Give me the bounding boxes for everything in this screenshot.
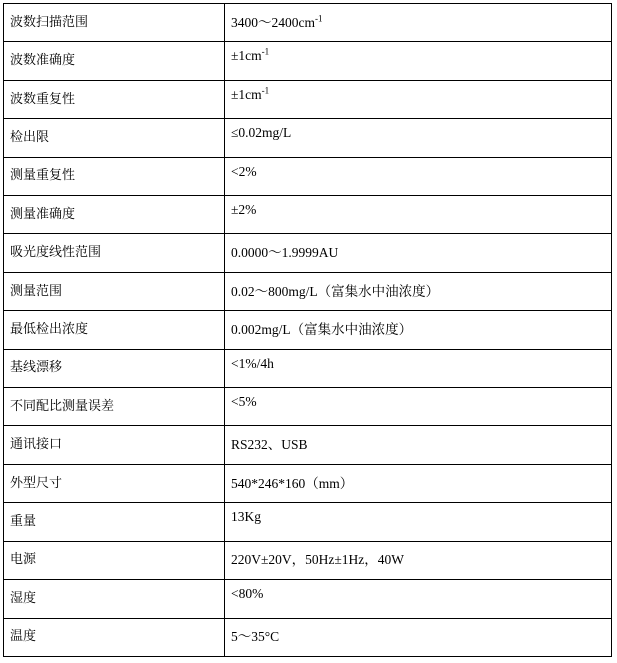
spec-value: <5%: [231, 394, 257, 410]
spec-value-cell: [225, 272, 612, 310]
spec-label: 最低检出浓度: [4, 311, 225, 349]
spec-table-body: [4, 4, 612, 657]
table-row: [4, 349, 612, 387]
spec-label: 测量准确度: [4, 196, 225, 234]
table-row: [4, 272, 612, 310]
spec-value: 5～35°C: [231, 629, 280, 645]
spec-value-cell: [225, 234, 612, 272]
table-row: [4, 119, 612, 157]
table-row: [4, 4, 612, 42]
spec-value: ±2%: [231, 202, 257, 218]
spec-value: 0.02～800mg/L（富集水中油浓度）: [231, 283, 440, 299]
table-row: [4, 618, 612, 657]
spec-value: ≤0.02mg/L: [231, 125, 292, 141]
table-row: [4, 503, 612, 541]
spec-value-cell: [225, 464, 612, 502]
spec-label: 基线漂移: [4, 349, 225, 387]
spec-label: 电源: [4, 541, 225, 579]
spec-label: 通讯接口: [4, 426, 225, 464]
spec-label: 温度: [4, 618, 225, 657]
spec-value-cell: [225, 42, 612, 80]
spec-label: 重量: [4, 503, 225, 541]
table-row: [4, 426, 612, 464]
spec-value-cell: [225, 311, 612, 349]
spec-value-cell: [225, 4, 612, 42]
table-row: [4, 196, 612, 234]
spec-value: <2%: [231, 163, 257, 179]
spec-label: 湿度: [4, 580, 225, 618]
spec-table: [3, 3, 612, 657]
spec-value: 540*246*160（mm）: [231, 475, 354, 491]
spec-value-cell: [225, 503, 612, 541]
spec-label: 测量范围: [4, 272, 225, 310]
spec-value-cell: [225, 196, 612, 234]
spec-value: <1%/4h: [231, 355, 274, 371]
spec-label: 测量重复性: [4, 157, 225, 195]
table-row: [4, 157, 612, 195]
spec-value-superscript: -1: [315, 13, 323, 24]
spec-value: 220V±20V，50Hz±1Hz，40W: [231, 552, 405, 568]
spec-label: 不同配比测量误差: [4, 388, 225, 426]
spec-label: 外型尺寸: [4, 464, 225, 502]
spec-label: 波数重复性: [4, 80, 225, 118]
spec-label: 检出限: [4, 119, 225, 157]
spec-label: 波数扫描范围: [4, 4, 225, 42]
table-row: [4, 464, 612, 502]
table-row: [4, 42, 612, 80]
spec-value-cell: [225, 80, 612, 118]
spec-value-cell: [225, 618, 612, 657]
spec-value-cell: [225, 388, 612, 426]
table-row: [4, 541, 612, 579]
spec-value: 13Kg: [231, 509, 261, 525]
spec-value-cell: [225, 119, 612, 157]
spec-value: ±1cm: [231, 48, 262, 64]
spec-value-superscript: -1: [261, 46, 270, 57]
spec-label: 波数准确度: [4, 42, 225, 80]
spec-value-cell: [225, 349, 612, 387]
table-row: [4, 388, 612, 426]
table-row: [4, 311, 612, 349]
spec-value-cell: [225, 157, 612, 195]
spec-value: 3400～2400cm: [231, 14, 315, 30]
spec-value: 0.002mg/L（富集水中油浓度）: [231, 321, 413, 337]
table-row: [4, 234, 612, 272]
spec-value: RS232、USB: [231, 437, 308, 453]
spec-value: 0.0000～1.9999AU: [231, 245, 339, 261]
spec-value-cell: [225, 580, 612, 618]
table-row: [4, 80, 612, 118]
spec-value-cell: [225, 426, 612, 464]
spec-value-cell: [225, 541, 612, 579]
spec-value: <80%: [231, 586, 264, 602]
spec-value: ±1cm: [231, 86, 262, 102]
table-row: [4, 580, 612, 618]
spec-value-superscript: -1: [261, 85, 270, 96]
spec-label: 吸光度线性范围: [4, 234, 225, 272]
